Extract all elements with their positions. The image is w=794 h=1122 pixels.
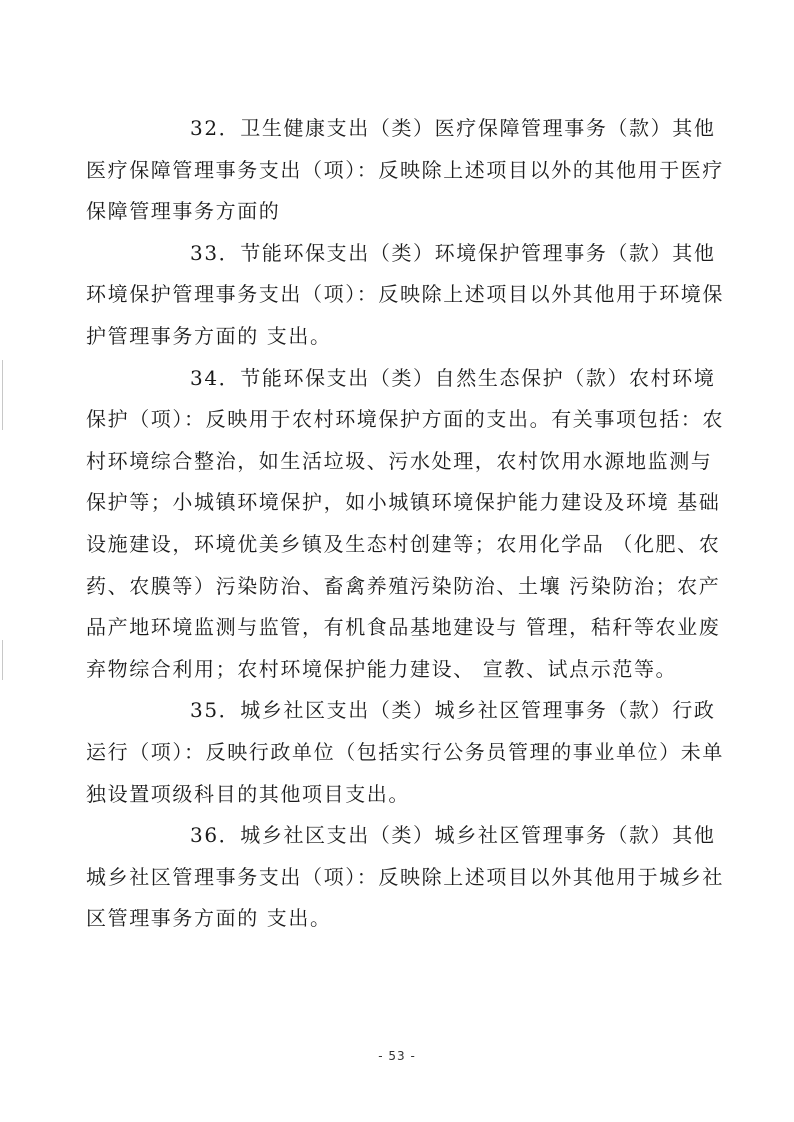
page-number: - 53 -: [378, 1049, 416, 1063]
document-body: [86, 108, 726, 940]
scan-margin-mark: [2, 360, 3, 430]
paragraph-item-32: 32．卫生健康支出（类）医疗保障管理事务（款）其他医疗保障管理事务支出（项）：反映除上述项目以外的其他用于医疗保障管理事务方面的: [86, 116, 724, 224]
paragraph-item-33: 33．节能环保支出（类）环境保护管理事务（款）其他环境保护管理事务支出（项）：反映除上述项目以外其他用于环境保护管理事务方面的 支出。: [86, 240, 724, 348]
scan-margin-mark: [2, 640, 3, 680]
paragraph-item-35: 35．城乡社区支出（类）城乡社区管理事务（款）行政运行（项）：反映行政单位（包括实行公务员管理的事业单位）未单独设置项级科目的其他项目支出。: [86, 698, 724, 806]
paragraph-item-36: 36．城乡社区支出（类）城乡社区管理事务（款）其他城乡社区管理事务支出（项）：反映除上述项目以外其他用于城乡社区管理事务方面的 支出。: [86, 823, 724, 931]
paragraph-item-34: 34．节能环保支出（类）自然生态保护（款）农村环境保护（项）：反映用于农村环境保护方面的支出。有关事项包括：农村环境综合整治，如生活垃圾、污水处理，农村饮用水源地监测与 保护等；小城镇环境保护，如小城镇环境保护能力建设及环境 基础设施建设，环境优美乡镇及生态村创建等；农用化学品 （化肥、农药、农膜等）污染防治、畜禽养殖污染防治、土壤 污染防治；农产品产地环境监测与监管，有机食品基地建设与 管理，秸秆等农业废弃物综合利用；农村环境保护能力建设、 宣教、试点示范等。: [86, 365, 724, 681]
